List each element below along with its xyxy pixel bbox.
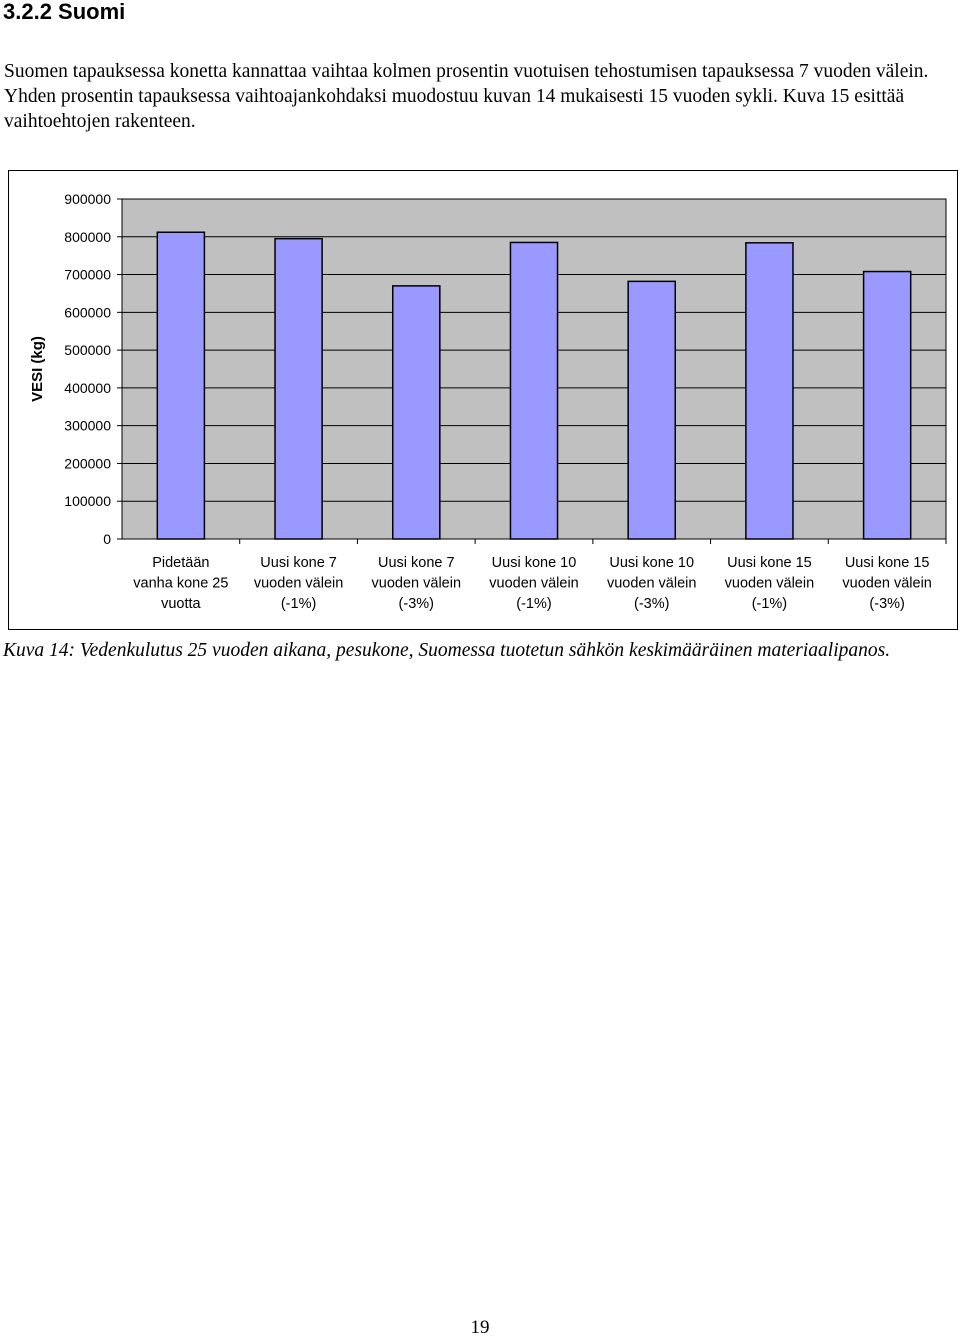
figure-caption: Kuva 14: Vedenkulutus 25 vuoden aikana, pesukone, Suomessa tuotetun sähkön keskimääräinen materiaalipanos. bbox=[3, 640, 891, 661]
x-category-label-line: vuoden välein bbox=[842, 575, 932, 592]
x-category-label-line: vuoden välein bbox=[724, 575, 815, 592]
y-tick-label: 400000 bbox=[64, 379, 111, 396]
x-category-label-line: Uusi kone 7 bbox=[260, 555, 337, 571]
y-tick-label: 600000 bbox=[64, 304, 111, 321]
body-paragraph: Suomen tapauksessa konetta kannattaa vaihtaa kolmen prosentin vuotuisen tehostumisen tapauksessa 7 vuoden välein. Yhden prosentin tapauksessa vaihtoajankohdaksi muodostuu kuvan 14 mukaisesti 15 vuoden sykli. Kuva 15 esittää vaihtoehtojen rakenteen. bbox=[4, 61, 929, 132]
y-tick-label: 500000 bbox=[64, 342, 111, 359]
y-tick-label: 0 bbox=[103, 531, 111, 547]
x-category-label-line: vuoden välein bbox=[371, 575, 462, 592]
x-category-label bbox=[607, 555, 697, 612]
x-category-label-line: (-1%) bbox=[751, 596, 788, 612]
bar bbox=[157, 232, 204, 539]
x-category-label-line: (-3%) bbox=[633, 596, 670, 612]
bar-chart bbox=[9, 171, 959, 631]
bar bbox=[275, 239, 322, 539]
x-category-label-line: vuoden välein bbox=[489, 575, 579, 592]
y-tick-label: 900000 bbox=[64, 191, 111, 207]
y-tick-label: 100000 bbox=[64, 493, 111, 510]
x-category-label bbox=[842, 555, 932, 612]
section-heading: 3.2.2 Suomi bbox=[3, 0, 126, 24]
bar bbox=[746, 243, 793, 539]
x-category-label-line: Uusi kone 10 bbox=[491, 555, 577, 571]
y-tick-label: 700000 bbox=[64, 266, 111, 283]
x-category-label-line: vuoden välein bbox=[606, 575, 697, 592]
y-axis-title: VESI (kg) bbox=[29, 336, 46, 402]
x-category-label bbox=[254, 555, 344, 612]
x-category-label-line: Uusi kone 7 bbox=[377, 555, 455, 571]
bar bbox=[510, 242, 557, 539]
x-category-label-line: Uusi kone 15 bbox=[844, 555, 930, 571]
x-category-label-line: vuotta bbox=[161, 596, 201, 612]
y-tick-label: 300000 bbox=[64, 417, 111, 434]
x-category-label-line: Uusi kone 10 bbox=[609, 555, 695, 571]
page-number: 19 bbox=[470, 1317, 490, 1338]
x-category-label-line: (-1%) bbox=[516, 596, 552, 612]
y-tick-label: 800000 bbox=[64, 228, 111, 245]
x-category-label bbox=[489, 555, 579, 612]
x-category-label bbox=[725, 555, 815, 612]
y-tick-label: 200000 bbox=[64, 455, 111, 472]
x-category-label-line: vuoden välein bbox=[253, 575, 344, 592]
bar bbox=[628, 281, 675, 539]
bar bbox=[864, 272, 911, 539]
x-category-label-line: Pidetään bbox=[152, 555, 210, 571]
x-category-label-line: Uusi kone 15 bbox=[727, 555, 812, 571]
chart-frame bbox=[8, 170, 958, 630]
x-category-label-line: (-3%) bbox=[398, 596, 435, 612]
bar bbox=[393, 286, 440, 539]
x-category-label-line: (-3%) bbox=[869, 596, 905, 612]
x-category-label bbox=[372, 555, 462, 612]
x-category-label-line: vanha kone 25 bbox=[133, 575, 229, 592]
x-category-label-line: (-1%) bbox=[280, 596, 317, 612]
x-category-label bbox=[133, 555, 228, 612]
